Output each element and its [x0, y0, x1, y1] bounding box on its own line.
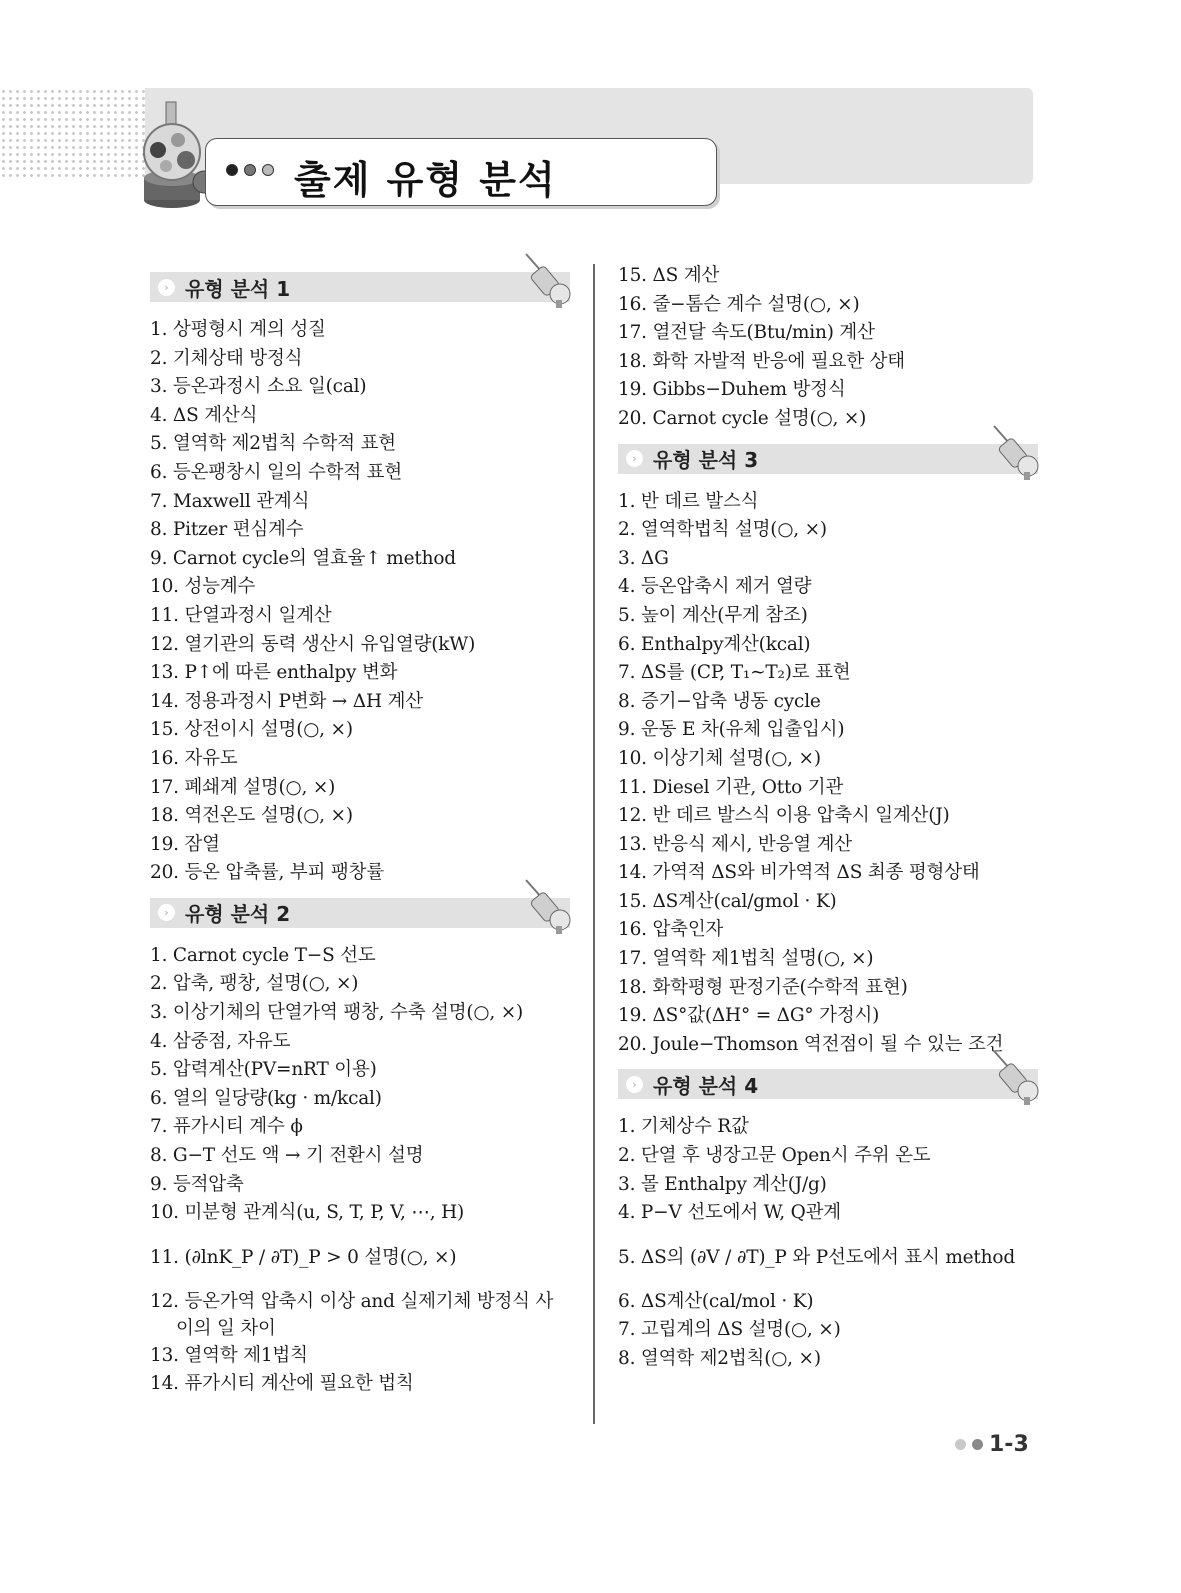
list-item: 15. 상전이시 설명(○, ×)	[150, 719, 353, 741]
syringe-icon	[520, 250, 576, 310]
list-item: 6. 등온팽창시 일의 수학적 표현	[150, 461, 403, 483]
section-header-1	[150, 272, 570, 302]
title-box	[205, 138, 717, 206]
list-item: 11. Diesel 기관, Otto 기관	[618, 776, 844, 798]
section-header-2	[150, 898, 570, 928]
list-item: 20. Carnot cycle 설명(○, ×)	[618, 407, 867, 429]
list-item: 8. Pitzer 편심계수	[150, 519, 304, 541]
list-item: 14. 정용과정시 P변화 → ΔH 계산	[150, 690, 423, 712]
column-divider	[593, 264, 595, 1424]
list-item: 12. 반 데르 발스식 이용 압축시 일계산(J)	[618, 805, 950, 827]
list-item: 4. ΔS 계산식	[150, 404, 258, 426]
list-item: 18. 역전온도 설명(○, ×)	[150, 805, 353, 827]
section-4-list	[618, 1113, 1038, 1373]
list-item: 5. 열역학 제2법칙 수학적 표현	[150, 433, 396, 455]
list-item: 10. 이상기체 설명(○, ×)	[618, 747, 821, 769]
page-title: 출제 유형 분석	[294, 158, 557, 202]
syringe-icon	[520, 876, 576, 936]
list-item: 7. 퓨가시티 계수 ϕ	[150, 1116, 303, 1138]
list-item: 14. 퓨가시티 계산에 필요한 법칙	[150, 1373, 414, 1395]
list-item: 10. 미분형 관계식(u, S, T, P, V, ⋯, H)	[150, 1202, 465, 1224]
chevron-right-icon: ›	[158, 279, 175, 296]
list-item: 9. 등적압축	[150, 1173, 244, 1195]
list-item: 6. 열의 일당량(kg · m/kcal)	[150, 1087, 382, 1109]
chevron-right-icon: ›	[626, 1076, 643, 1093]
list-item: 15. ΔS 계산	[618, 265, 720, 286]
list-item: 20. 등온 압축률, 부피 팽창률	[150, 862, 384, 884]
list-item: 11. (∂lnK_P / ∂T)_P > 0 설명(○, ×)	[150, 1246, 457, 1268]
section-title: 유형 분석 4	[653, 1073, 759, 1098]
list-item: 1. 기체상수 R값	[618, 1116, 749, 1138]
section-header-3	[618, 444, 1038, 474]
section-3-list	[618, 488, 1038, 1060]
page-number-block	[955, 1432, 1029, 1457]
list-item: 19. ΔS°값(ΔH° = ΔG° 가정시)	[618, 1005, 880, 1027]
section-title: 유형 분석 2	[185, 902, 291, 927]
list-item: 3. 이상기체의 단열가역 팽창, 수축 설명(○, ×)	[150, 1002, 524, 1024]
list-item: 4. P−V 선도에서 W, Q관계	[618, 1202, 841, 1224]
list-item: 11. 단열과정시 일계산	[150, 604, 332, 626]
chevron-right-icon: ›	[158, 904, 175, 921]
list-item: 3. 등온과정시 소요 일(cal)	[150, 376, 367, 398]
list-item: 4. 삼중점, 자유도	[150, 1030, 291, 1052]
list-item: 17. 폐쇄계 설명(○, ×)	[150, 776, 336, 798]
list-item: 5. ΔS의 (∂V / ∂T)_P 와 P선도에서 표시 method	[618, 1246, 1015, 1268]
list-item: 16. 자유도	[150, 747, 238, 769]
syringe-icon	[988, 422, 1044, 482]
list-item: 20. Joule−Thomson 역전점이 될 수 있는 조건	[618, 1033, 1004, 1055]
list-item: 17. 열역학 제1법칙 설명(○, ×)	[618, 948, 874, 970]
list-item: 8. G−T 선도 액 → 기 전환시 설명	[150, 1145, 424, 1167]
list-item: 7. 고립계의 ΔS 설명(○, ×)	[618, 1319, 841, 1341]
section-1-list	[150, 316, 570, 888]
list-item: 17. 열전달 속도(Btu/min) 계산	[618, 322, 875, 344]
list-item: 18. 화학평형 판정기준(수학적 표현)	[618, 976, 908, 998]
list-item: 2. 단열 후 냉장고문 Open시 주위 온도	[618, 1145, 931, 1167]
list-item: 15. ΔS계산(cal/gmol · K)	[618, 890, 837, 912]
list-item: 3. ΔG	[618, 547, 669, 569]
list-item: 3. 몰 Enthalpy 계산(J/g)	[618, 1173, 827, 1195]
list-item: 1. 상평형시 계의 성질	[150, 319, 326, 340]
list-item: 16. 압축인자	[618, 919, 724, 941]
section-title: 유형 분석 1	[185, 276, 291, 301]
page-number: 1-3	[989, 1432, 1029, 1457]
list-item: 6. ΔS계산(cal/mol · K)	[618, 1290, 814, 1312]
right-column	[618, 262, 1038, 1374]
section-header-4	[618, 1069, 1038, 1099]
list-item: 8. 증기−압축 냉동 cycle	[618, 690, 821, 712]
section-2-continued-list	[618, 262, 1038, 434]
list-item: 5. 높이 계산(무게 참조)	[618, 604, 808, 626]
list-item: 1. Carnot cycle T−S 선도	[150, 944, 376, 966]
syringe-icon	[988, 1047, 1044, 1107]
list-item: 12. 열기관의 동력 생산시 유입열량(kW)	[150, 633, 476, 655]
list-item: 4. 등온압축시 제거 열량	[618, 576, 812, 598]
list-item: 8. 열역학 제2법칙(○, ×)	[618, 1348, 821, 1369]
list-item: 19. Gibbs−Duhem 방정식	[618, 379, 846, 401]
list-item: 9. 운동 E 차(유체 입출입시)	[618, 719, 845, 741]
list-item: 16. 줄−톰슨 계수 설명(○, ×)	[618, 293, 860, 315]
list-item: 18. 화학 자발적 반응에 필요한 상태	[618, 350, 905, 372]
list-item: 2. 열역학법칙 설명(○, ×)	[618, 519, 827, 541]
list-item: 19. 잠열	[150, 833, 220, 855]
chevron-right-icon: ›	[626, 450, 643, 467]
section-2-list	[150, 942, 570, 1399]
dot-pattern-decoration	[0, 88, 145, 180]
list-item: 13. 반응식 제시, 반응열 계산	[618, 833, 852, 855]
list-item: 10. 성능계수	[150, 576, 256, 598]
list-item: 7. ΔS를 (CP, T₁∼T₂)로 표현	[618, 662, 851, 684]
left-column	[150, 262, 570, 1399]
list-item: 6. Enthalpy계산(kcal)	[618, 633, 811, 655]
list-item: 1. 반 데르 발스식	[618, 490, 759, 512]
list-item: 9. Carnot cycle의 열효율↑ method	[150, 547, 456, 569]
list-item: 13. 열역학 제1법칙	[150, 1344, 308, 1366]
list-item: 14. 가역적 ΔS와 비가역적 ΔS 최종 평형상태	[618, 862, 980, 884]
page-dot-icon	[972, 1439, 983, 1450]
page-dot-icon	[955, 1439, 966, 1450]
list-item: 7. Maxwell 관계식	[150, 490, 310, 512]
list-item: 13. P↑에 따른 enthalpy 변화	[150, 662, 398, 684]
list-item: 2. 기체상태 방정식	[150, 347, 303, 369]
list-item: 5. 압력계산(PV=nRT 이용)	[150, 1059, 377, 1081]
title-dots-icon	[226, 164, 274, 176]
section-title: 유형 분석 3	[653, 448, 759, 473]
list-item: 2. 압축, 팽창, 설명(○, ×)	[150, 973, 359, 995]
list-item: 12. 등온가역 압축시 이상 and 실제기체 방정식 사이의 일 차이	[150, 1290, 554, 1339]
